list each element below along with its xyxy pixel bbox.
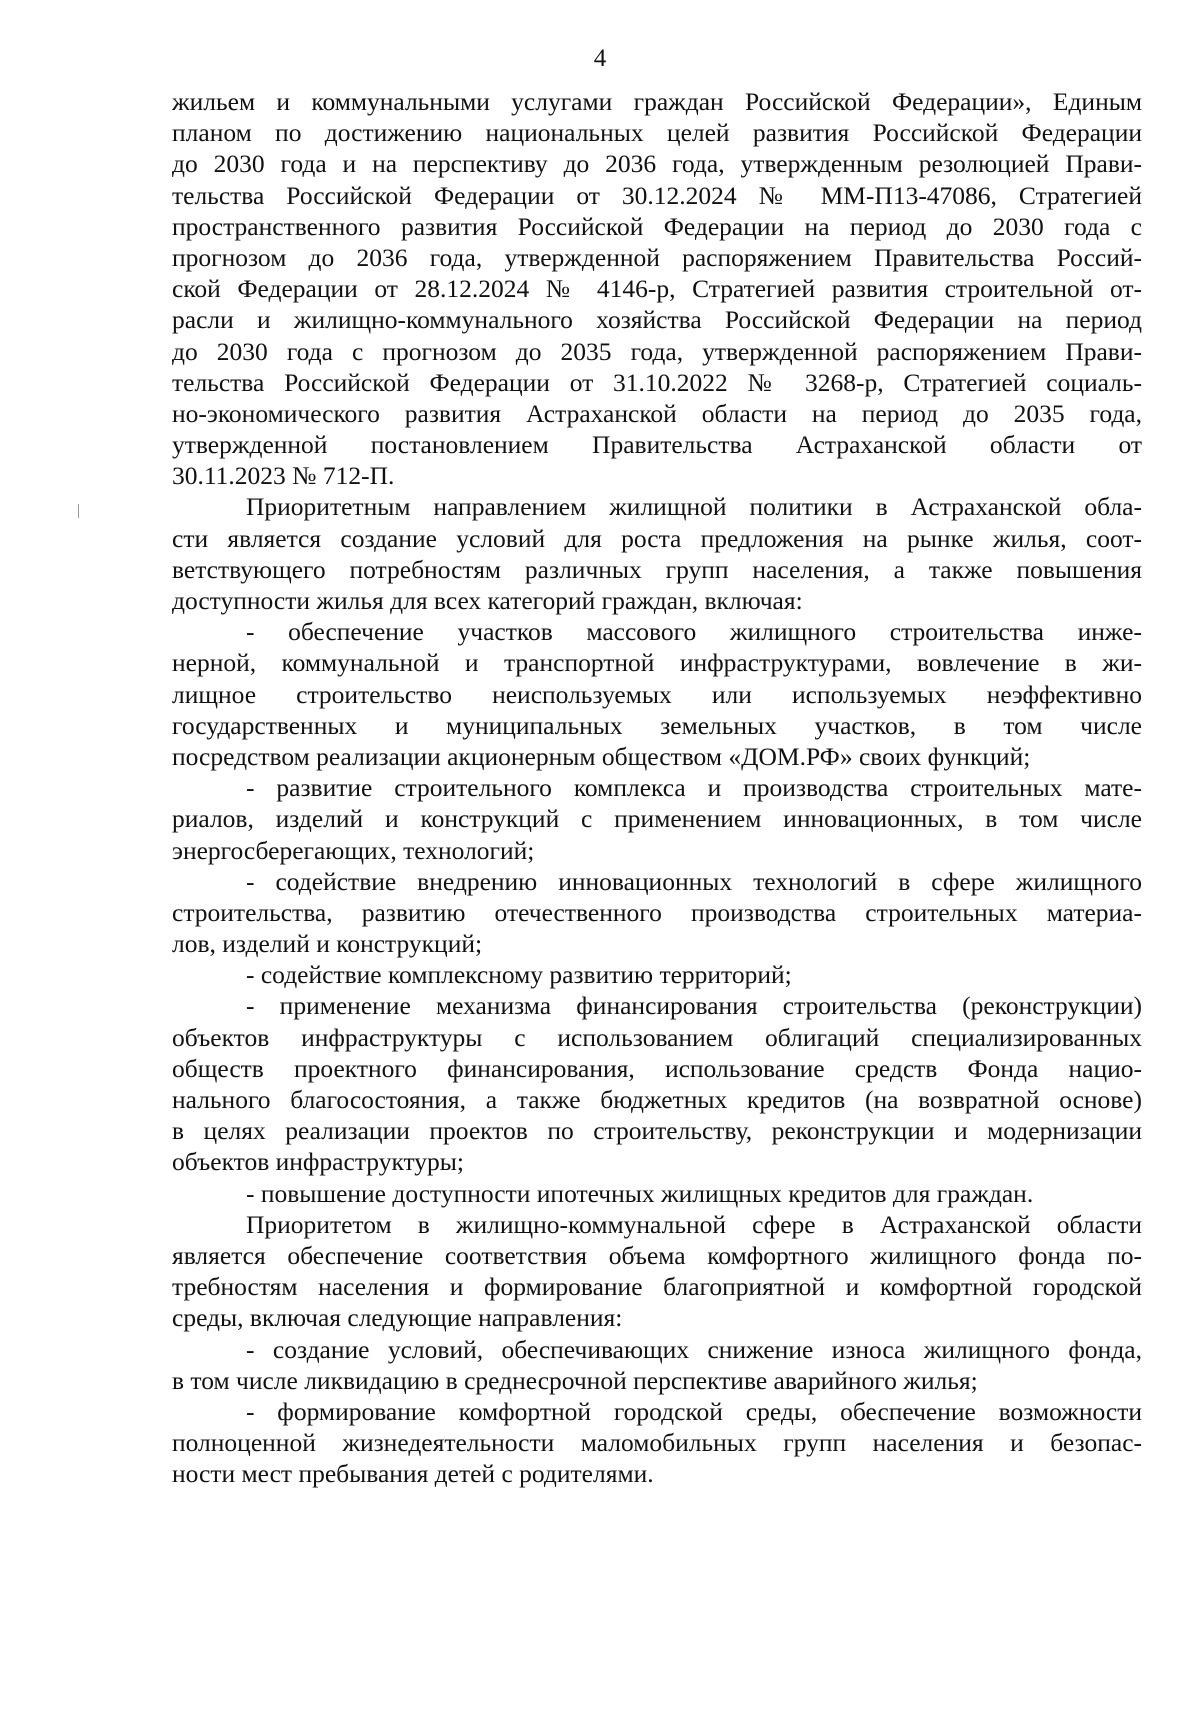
text-line: ветствующего потребностям различных групп населения, а также повышения — [172, 554, 1142, 584]
text-line: нерной, коммунальной и транспортной инфраструктурами, вовлечение в жи- — [172, 648, 1142, 678]
page-number: 4 — [593, 45, 607, 72]
text-line: риалов, изделий и конструкций с применением инновационных, в том числе — [172, 804, 1142, 834]
text-line: но-экономического развития Астраханской области на период до 2035 года, — [172, 398, 1142, 428]
text-line: Приоритетом в жилищно-коммунальной сфере в Астраханской области — [246, 1209, 1142, 1239]
text-line: требностям населения и формирование благоприятной и комфортной городской — [172, 1272, 1142, 1302]
document-body — [172, 86, 1142, 1489]
text-line: тельства Российской Федерации от 30.12.2024 № ММ-П13-47086, Стратегией — [172, 180, 1142, 210]
text-line: - повышение доступности ипотечных жилищных кредитов для граждан. — [246, 1178, 1034, 1208]
paragraph — [172, 491, 1142, 616]
text-line: - обеспечение участков массового жилищного строительства инже- — [246, 617, 1142, 647]
text-line: является обеспечение соответствия объема комфортного жилищного фонда по- — [172, 1240, 1142, 1270]
text-line: 30.11.2023 № 712-П. — [172, 461, 395, 491]
text-line: государственных и муниципальных земельных участков, в том числе — [172, 710, 1142, 740]
text-line: прогнозом до 2036 года, утвержденной распоряжением Правительства Россий- — [172, 242, 1142, 272]
text-line: объектов инфраструктуры с использованием облигаций специализированных — [172, 1022, 1142, 1052]
text-line: - создание условий, обеспечивающих снижение износа жилищного фонда, — [246, 1334, 1142, 1364]
text-line: Приоритетным направлением жилищной политики в Астраханской обла- — [246, 492, 1142, 522]
paragraph — [172, 1209, 1142, 1334]
text-line: до 2030 года и на перспективу до 2036 года, утвержденным резолюцией Прави- — [172, 149, 1142, 179]
text-line: ской Федерации от 28.12.2024 № 4146-р, Стратегией развития строительной от- — [172, 274, 1142, 304]
text-line: в целях реализации проектов по строительству, реконструкции и модернизации — [172, 1116, 1142, 1146]
scan-artifact-mark — [78, 504, 79, 518]
text-line: - содействие комплексному развитию территорий; — [246, 960, 792, 990]
text-line: в том числе ликвидацию в среднесрочной перспективе аварийного жилья; — [172, 1365, 978, 1395]
paragraph — [172, 959, 1142, 990]
text-line: среды, включая следующие направления: — [172, 1303, 623, 1333]
text-line: лищное строительство неиспользуемых или используемых неэффективно — [172, 679, 1142, 709]
paragraph — [172, 1334, 1142, 1396]
paragraph — [172, 1178, 1142, 1209]
text-line: лов, изделий и конструкций; — [172, 929, 483, 959]
text-line: строительства, развитию отечественного производства строительных материа- — [172, 897, 1142, 927]
text-line: утвержденной постановлением Правительства Астраханской области от — [172, 430, 1142, 460]
text-line: - формирование комфортной городской среды, обеспечение возможности — [246, 1396, 1142, 1426]
paragraph — [172, 866, 1142, 960]
text-line: - содействие внедрению инновационных технологий в сфере жилищного — [246, 866, 1142, 896]
text-line: ности мест пребывания детей с родителями. — [172, 1459, 654, 1489]
paragraph — [172, 616, 1142, 772]
paragraph — [172, 86, 1142, 491]
text-line: - развитие строительного комплекса и производства строительных мате- — [246, 773, 1142, 803]
text-line: пространственного развития Российской Федерации на период до 2030 года с — [172, 211, 1142, 241]
text-line: тельства Российской Федерации от 31.10.2022 № 3268-р, Стратегией социаль- — [172, 367, 1142, 397]
text-line: объектов инфраструктуры; — [172, 1147, 465, 1177]
text-line: доступности жилья для всех категорий граждан, включая: — [172, 586, 803, 615]
text-line: посредством реализации акционерным обществом «ДОМ.РФ» своих функций; — [172, 741, 1031, 771]
text-line: расли и жилищно-коммунального хозяйства Российской Федерации на период — [172, 305, 1142, 335]
text-line: обществ проектного финансирования, использование средств Фонда нацио- — [172, 1053, 1142, 1083]
text-line: планом по достижению национальных целей развития Российской Федерации — [172, 118, 1142, 148]
text-line: полноценной жизнедеятельности маломобильных групп населения и безопас- — [172, 1428, 1142, 1458]
text-line: до 2030 года с прогнозом до 2035 года, утвержденной распоряжением Прави- — [172, 336, 1142, 366]
text-line: энергосберегающих, технологий; — [172, 835, 535, 865]
paragraph — [172, 1396, 1142, 1490]
text-line: сти является создание условий для роста предложения на рынке жилья, соот- — [172, 523, 1142, 553]
text-line: - применение механизма финансирования строительства (реконструкции) — [246, 991, 1142, 1021]
text-line: нального благосостояния, а также бюджетных кредитов (на возвратной основе) — [172, 1085, 1142, 1114]
text-line: жильем и коммунальными услугами граждан Российской Федерации», Единым — [172, 87, 1142, 116]
paragraph — [172, 772, 1142, 866]
paragraph — [172, 990, 1142, 1177]
